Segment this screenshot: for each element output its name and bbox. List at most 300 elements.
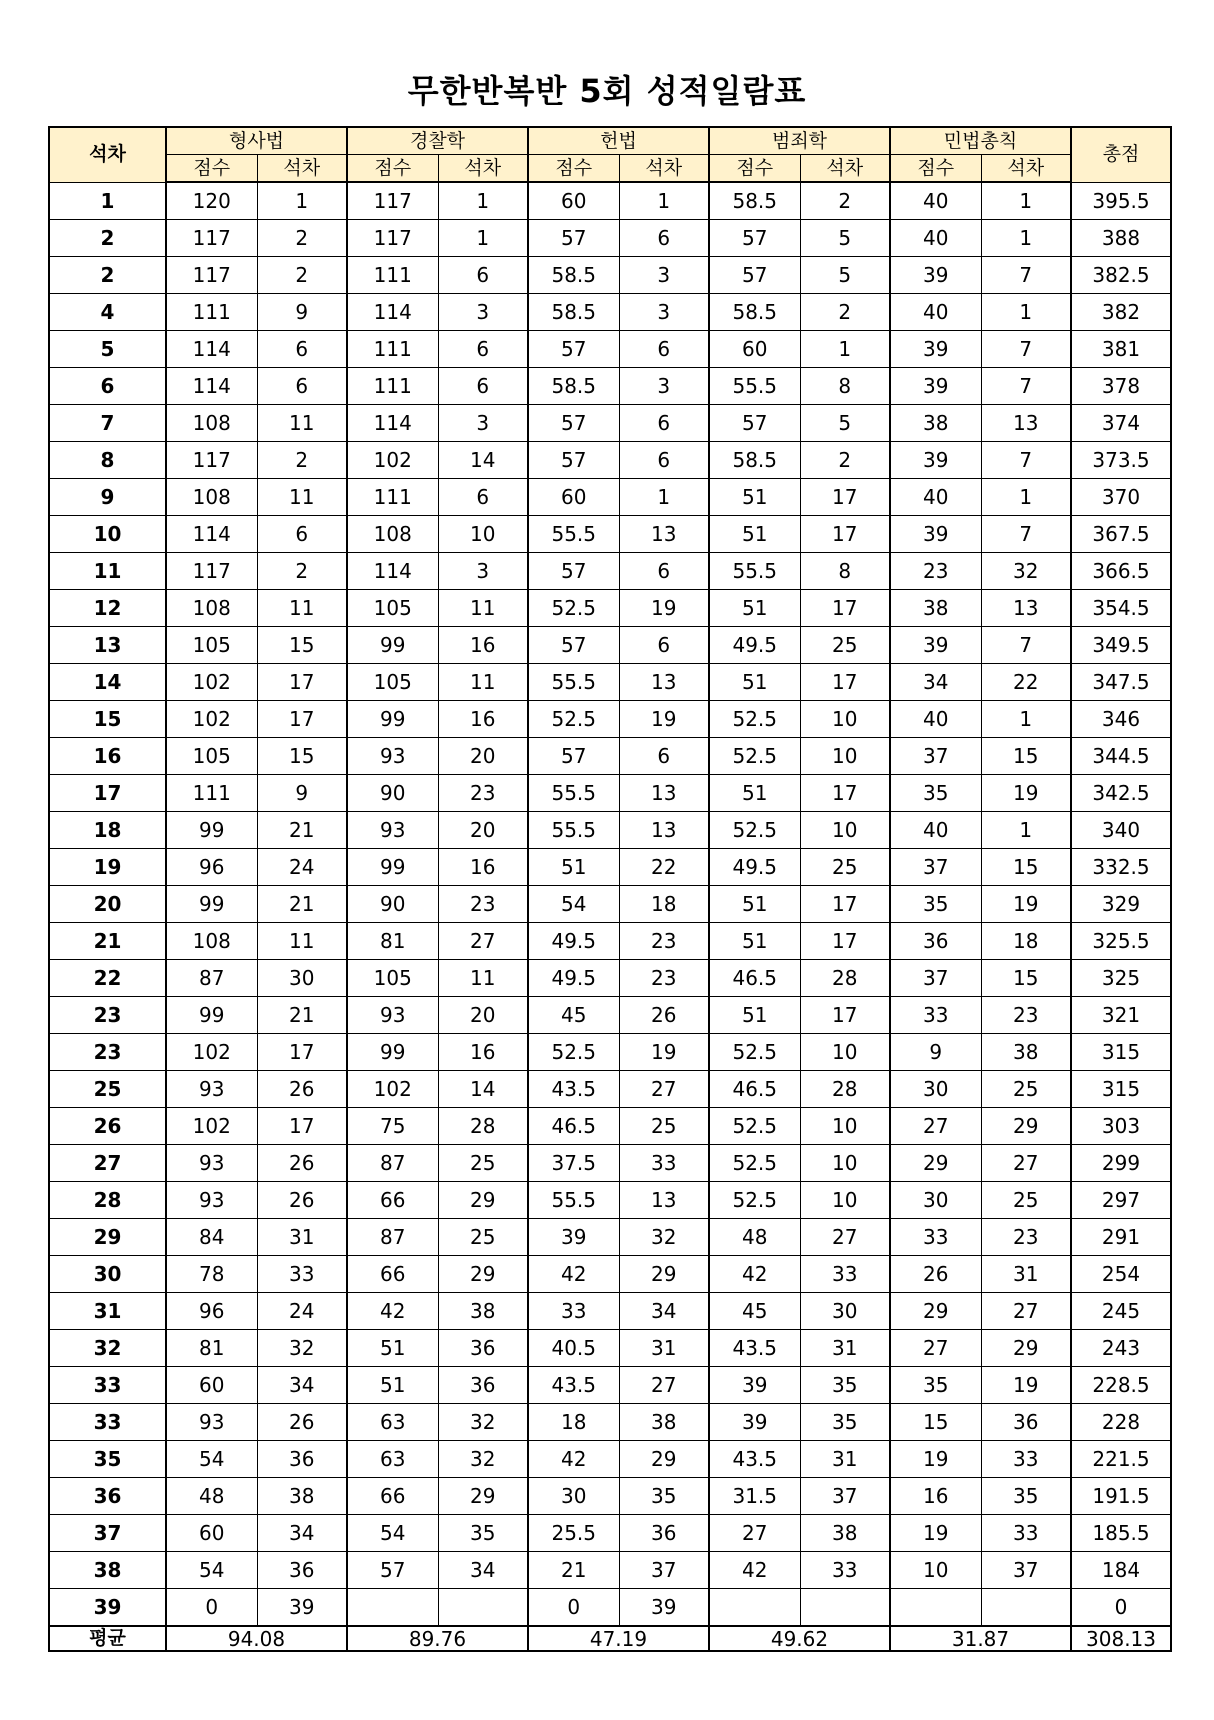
score-cell: 60 [166,1367,257,1404]
score-cell: 51 [709,923,800,960]
subject-rank-cell: 6 [619,738,709,775]
subject-rank-cell: 7 [981,331,1071,368]
score-cell: 58.5 [709,182,800,220]
total-cell: 382 [1071,294,1171,331]
subject-rank-cell: 15 [981,849,1071,886]
score-cell: 49.5 [709,849,800,886]
score-cell: 75 [347,1108,438,1145]
score-cell: 19 [890,1515,981,1552]
score-cell: 114 [347,294,438,331]
score-cell: 52.5 [528,590,619,627]
score-cell: 38 [890,590,981,627]
subject-rank-cell [981,1589,1071,1627]
subject-rank-cell: 17 [800,590,890,627]
score-cell: 78 [166,1256,257,1293]
score-cell: 84 [166,1219,257,1256]
subject-rank-cell: 11 [438,960,528,997]
table-row [49,738,1171,775]
score-cell: 35 [890,775,981,812]
score-cell: 52.5 [709,701,800,738]
score-cell: 23 [890,553,981,590]
table-row [49,1367,1171,1404]
subject-rank-cell: 29 [981,1330,1071,1367]
score-cell: 114 [166,331,257,368]
total-cell: 325.5 [1071,923,1171,960]
subject-rank-cell: 27 [619,1071,709,1108]
subject-rank-cell: 29 [619,1441,709,1478]
table-row [49,664,1171,701]
subject-rank-cell: 29 [438,1256,528,1293]
table-row [49,1219,1171,1256]
total-cell: 347.5 [1071,664,1171,701]
score-cell: 102 [166,664,257,701]
score-cell: 105 [166,738,257,775]
score-cell: 58.5 [528,294,619,331]
subject-rank-cell: 25 [619,1108,709,1145]
total-cell: 228.5 [1071,1367,1171,1404]
subject-rank-cell: 33 [619,1145,709,1182]
subject-rank-cell: 6 [438,368,528,405]
subject-rank-cell: 1 [438,220,528,257]
subject-rank-cell: 2 [800,442,890,479]
score-cell: 66 [347,1256,438,1293]
score-cell: 27 [890,1108,981,1145]
subject-rank-cell: 7 [981,627,1071,664]
rank-cell: 33 [49,1367,166,1404]
score-cell: 49.5 [709,627,800,664]
score-cell: 30 [890,1071,981,1108]
total-cell: 184 [1071,1552,1171,1589]
subject-rank-cell: 10 [800,812,890,849]
subject-rank-cell: 6 [257,368,347,405]
score-cell: 48 [166,1478,257,1515]
subject-rank-cell: 26 [257,1071,347,1108]
subject-rank-cell: 9 [257,294,347,331]
score-cell: 52.5 [709,1108,800,1145]
rank-cell: 31 [49,1293,166,1330]
subject-rank-cell: 35 [981,1478,1071,1515]
table-footer [49,1626,1171,1651]
score-cell: 37.5 [528,1145,619,1182]
total-cell: 381 [1071,331,1171,368]
table-row [49,368,1171,405]
rank-cell: 27 [49,1145,166,1182]
subject-rank-cell: 38 [619,1404,709,1441]
subject-rank-cell: 23 [438,886,528,923]
rank-cell: 22 [49,960,166,997]
score-subheader: 점수 [347,155,438,183]
score-subheader: 점수 [528,155,619,183]
subject-rank-cell: 1 [257,182,347,220]
score-cell: 93 [166,1404,257,1441]
score-cell: 39 [890,627,981,664]
subject-rank-cell: 2 [257,442,347,479]
score-cell: 90 [347,886,438,923]
score-cell: 93 [347,812,438,849]
subject-rank-cell [438,1589,528,1627]
score-cell: 58.5 [709,294,800,331]
subject-rank-cell: 37 [800,1478,890,1515]
score-cell: 99 [166,997,257,1034]
score-cell: 43.5 [709,1330,800,1367]
subject-rank-cell: 31 [257,1219,347,1256]
subject-rank-cell: 16 [438,849,528,886]
subject-rank-cell: 36 [257,1552,347,1589]
score-cell: 57 [709,220,800,257]
rank-cell: 1 [49,182,166,220]
score-cell: 51 [528,849,619,886]
score-cell: 57 [528,442,619,479]
table-row [49,1589,1171,1627]
score-cell: 54 [166,1441,257,1478]
subject-rank-cell: 32 [257,1330,347,1367]
subject-header: 형사법 [166,127,347,155]
score-subheader: 점수 [166,155,257,183]
subject-rank-cell: 17 [800,886,890,923]
subject-rank-cell: 8 [800,553,890,590]
subject-rank-cell: 17 [800,479,890,516]
subject-rank-cell: 10 [800,738,890,775]
score-cell: 81 [347,923,438,960]
subject-rank-cell: 2 [257,553,347,590]
total-cell: 0 [1071,1589,1171,1627]
table-row [49,1441,1171,1478]
table-row [49,405,1171,442]
score-cell: 15 [890,1404,981,1441]
subject-rank-cell: 26 [257,1145,347,1182]
subject-rank-cell: 23 [438,775,528,812]
rank-cell: 7 [49,405,166,442]
total-cell: 344.5 [1071,738,1171,775]
subject-rank-cell: 23 [619,923,709,960]
rank-cell: 9 [49,479,166,516]
score-cell: 90 [347,775,438,812]
score-cell: 51 [709,516,800,553]
score-cell: 108 [166,923,257,960]
score-cell: 35 [890,1367,981,1404]
score-cell: 93 [347,738,438,775]
subject-rank-cell: 25 [800,627,890,664]
subject-rank-cell: 3 [438,294,528,331]
table-row [49,1182,1171,1219]
table-row [49,479,1171,516]
total-cell: 191.5 [1071,1478,1171,1515]
subject-rank-cell: 3 [438,553,528,590]
score-cell: 63 [347,1404,438,1441]
table-row [49,627,1171,664]
subject-rank-cell: 19 [619,590,709,627]
score-cell: 52.5 [709,738,800,775]
score-cell: 111 [166,775,257,812]
score-cell: 33 [890,1219,981,1256]
score-cell: 96 [166,849,257,886]
total-cell: 315 [1071,1034,1171,1071]
score-cell: 55.5 [528,516,619,553]
subject-rank-cell: 32 [438,1404,528,1441]
total-cell: 254 [1071,1256,1171,1293]
average-value: 89.76 [347,1626,528,1651]
score-cell: 39 [890,516,981,553]
subject-rank-cell: 30 [257,960,347,997]
subject-rank-cell: 5 [800,257,890,294]
score-cell: 37 [890,849,981,886]
subject-header: 민법총칙 [890,127,1071,155]
total-cell: 370 [1071,479,1171,516]
subject-header: 범죄학 [709,127,890,155]
table-row [49,1515,1171,1552]
subject-rank-cell: 17 [257,1108,347,1145]
score-cell: 108 [166,405,257,442]
subject-rank-cell: 20 [438,738,528,775]
grade-table [48,126,1172,1652]
subject-rank-cell: 5 [800,405,890,442]
score-cell: 108 [347,516,438,553]
total-cell: 367.5 [1071,516,1171,553]
score-cell: 111 [347,368,438,405]
subject-rank-cell: 15 [257,738,347,775]
subject-rank-cell: 31 [800,1330,890,1367]
subject-rank-cell: 7 [981,516,1071,553]
score-cell: 10 [890,1552,981,1589]
score-cell: 29 [890,1293,981,1330]
score-cell: 55.5 [528,775,619,812]
subject-rank-cell [800,1589,890,1627]
table-row [49,442,1171,479]
score-cell: 34 [890,664,981,701]
rank-subheader: 석차 [619,155,709,183]
score-cell: 57 [528,405,619,442]
total-cell: 245 [1071,1293,1171,1330]
subject-rank-cell: 6 [438,257,528,294]
total-cell: 340 [1071,812,1171,849]
table-row [49,1034,1171,1071]
subject-rank-cell: 18 [619,886,709,923]
score-cell: 27 [890,1330,981,1367]
subject-rank-cell: 11 [257,590,347,627]
score-cell: 51 [709,664,800,701]
score-cell: 35 [890,886,981,923]
rank-cell: 35 [49,1441,166,1478]
score-cell: 40 [890,220,981,257]
average-value: 47.19 [528,1626,709,1651]
subject-rank-cell: 11 [257,405,347,442]
score-cell: 117 [166,257,257,294]
subject-rank-cell: 33 [257,1256,347,1293]
subject-rank-cell: 10 [438,516,528,553]
subject-rank-cell: 33 [981,1515,1071,1552]
score-cell: 117 [347,220,438,257]
score-cell: 39 [709,1404,800,1441]
total-cell: 388 [1071,220,1171,257]
score-cell: 45 [709,1293,800,1330]
subject-rank-cell: 35 [800,1367,890,1404]
score-cell: 105 [347,960,438,997]
subject-rank-cell: 32 [619,1219,709,1256]
rank-cell: 12 [49,590,166,627]
subject-rank-cell: 13 [619,775,709,812]
score-cell: 60 [166,1515,257,1552]
total-cell: 382.5 [1071,257,1171,294]
subject-rank-cell: 15 [257,627,347,664]
table-row [49,294,1171,331]
total-cell: 299 [1071,1145,1171,1182]
subject-rank-cell: 36 [257,1441,347,1478]
average-value: 49.62 [709,1626,890,1651]
subject-rank-cell: 18 [981,923,1071,960]
table-row [49,775,1171,812]
table-row [49,1293,1171,1330]
subject-rank-cell: 11 [257,479,347,516]
total-cell: 332.5 [1071,849,1171,886]
average-value: 94.08 [166,1626,347,1651]
score-cell: 51 [709,886,800,923]
subject-rank-cell: 33 [800,1256,890,1293]
score-cell: 18 [528,1404,619,1441]
subject-rank-cell: 13 [619,516,709,553]
rank-subheader: 석차 [257,155,347,183]
subject-rank-cell: 31 [981,1256,1071,1293]
total-cell: 346 [1071,701,1171,738]
subject-rank-cell: 35 [438,1515,528,1552]
score-cell: 48 [709,1219,800,1256]
subject-rank-cell: 27 [981,1145,1071,1182]
subject-rank-cell: 25 [981,1071,1071,1108]
score-cell: 58.5 [528,368,619,405]
subject-rank-cell: 35 [619,1478,709,1515]
score-cell: 108 [166,479,257,516]
total-cell: 366.5 [1071,553,1171,590]
table-row [49,1108,1171,1145]
score-cell: 54 [347,1515,438,1552]
score-cell: 63 [347,1441,438,1478]
subject-rank-cell: 10 [800,1108,890,1145]
subject-rank-cell: 35 [800,1404,890,1441]
total-cell: 221.5 [1071,1441,1171,1478]
score-cell: 39 [890,442,981,479]
subject-rank-cell: 6 [619,405,709,442]
score-cell: 42 [709,1552,800,1589]
score-cell: 46.5 [709,960,800,997]
total-cell: 374 [1071,405,1171,442]
rank-cell: 13 [49,627,166,664]
rank-cell: 5 [49,331,166,368]
subject-rank-cell: 29 [619,1256,709,1293]
score-cell: 39 [890,368,981,405]
score-cell: 99 [166,886,257,923]
subject-rank-cell: 26 [257,1404,347,1441]
table-row [49,1552,1171,1589]
subject-rank-cell: 30 [800,1293,890,1330]
score-cell: 54 [166,1552,257,1589]
subject-rank-cell: 23 [619,960,709,997]
rank-subheader: 석차 [800,155,890,183]
score-cell: 102 [166,1034,257,1071]
subject-rank-cell: 36 [981,1404,1071,1441]
subject-rank-cell: 16 [438,701,528,738]
rank-subheader: 석차 [438,155,528,183]
total-cell: 303 [1071,1108,1171,1145]
subject-rank-cell: 7 [981,442,1071,479]
table-row [49,182,1171,220]
subject-rank-cell: 24 [257,849,347,886]
score-cell: 114 [347,553,438,590]
score-cell: 57 [709,405,800,442]
score-cell: 111 [347,331,438,368]
subject-rank-cell: 21 [257,812,347,849]
score-cell: 114 [347,405,438,442]
table-row [49,997,1171,1034]
score-cell: 55.5 [528,812,619,849]
subject-rank-cell: 38 [981,1034,1071,1071]
score-cell: 111 [347,257,438,294]
score-cell: 33 [890,997,981,1034]
subject-rank-cell: 11 [438,590,528,627]
score-cell: 42 [528,1256,619,1293]
score-cell: 42 [709,1256,800,1293]
rank-cell: 17 [49,775,166,812]
subject-rank-cell: 27 [800,1219,890,1256]
subject-rank-cell: 3 [619,368,709,405]
score-cell: 40 [890,812,981,849]
score-cell: 87 [166,960,257,997]
table-row [49,1330,1171,1367]
score-cell: 117 [166,553,257,590]
table-row [49,849,1171,886]
score-cell: 55.5 [709,553,800,590]
rank-cell: 37 [49,1515,166,1552]
rank-cell: 38 [49,1552,166,1589]
score-cell: 108 [166,590,257,627]
rank-cell: 28 [49,1182,166,1219]
subject-rank-cell: 24 [257,1293,347,1330]
subject-rank-cell: 19 [619,1034,709,1071]
score-cell: 40 [890,479,981,516]
score-cell: 102 [347,442,438,479]
rank-cell: 30 [49,1256,166,1293]
subject-rank-cell: 27 [619,1367,709,1404]
score-cell: 105 [166,627,257,664]
subject-rank-cell: 34 [438,1552,528,1589]
score-cell: 16 [890,1478,981,1515]
score-cell: 105 [347,590,438,627]
subject-rank-cell: 19 [619,701,709,738]
score-cell: 42 [528,1441,619,1478]
subject-rank-cell: 22 [619,849,709,886]
score-cell: 40.5 [528,1330,619,1367]
score-cell: 58.5 [528,257,619,294]
score-cell: 27 [709,1515,800,1552]
total-cell: 395.5 [1071,182,1171,220]
rank-cell: 2 [49,220,166,257]
subject-rank-cell: 25 [438,1219,528,1256]
subject-rank-cell: 19 [981,775,1071,812]
score-cell: 99 [347,1034,438,1071]
score-cell: 40 [890,701,981,738]
subject-rank-cell: 39 [257,1589,347,1627]
subject-rank-cell: 5 [800,220,890,257]
score-cell: 52.5 [709,1034,800,1071]
score-cell: 52.5 [528,1034,619,1071]
subject-rank-cell: 7 [981,368,1071,405]
table-row [49,923,1171,960]
subject-rank-cell: 13 [619,812,709,849]
score-cell: 40 [890,294,981,331]
total-cell: 349.5 [1071,627,1171,664]
table-row [49,812,1171,849]
score-cell: 39 [890,331,981,368]
subject-rank-cell: 37 [619,1552,709,1589]
subject-rank-cell: 39 [619,1589,709,1627]
